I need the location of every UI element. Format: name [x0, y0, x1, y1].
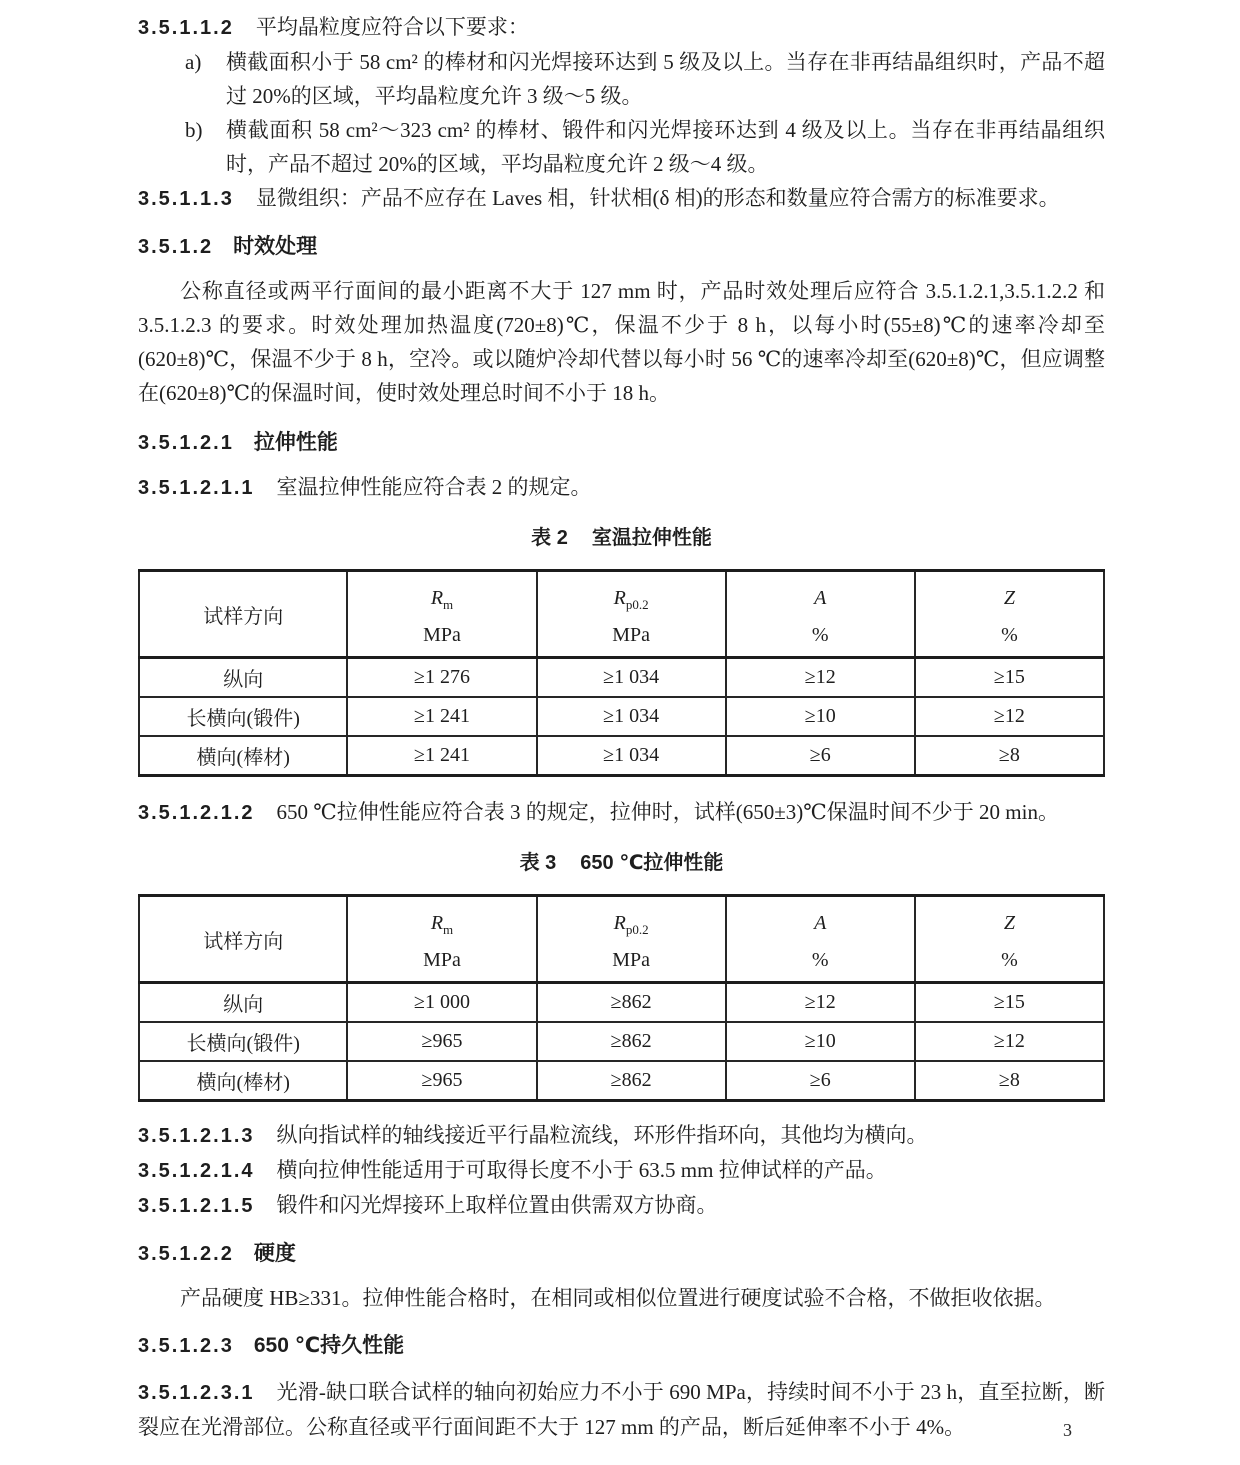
cell-value: ≥12 — [915, 1022, 1104, 1061]
table-header-row — [139, 571, 1104, 658]
cell-value: ≥8 — [915, 1061, 1104, 1101]
table2-caption-title: 室温拉伸性能 — [591, 527, 712, 549]
col-header-rp02: $R_{p0.2}$ MPa — [537, 896, 726, 983]
heading-aging-treatment — [138, 232, 1105, 262]
cell-value: ≥12 — [915, 697, 1104, 736]
col-header-z: Z % — [915, 571, 1104, 658]
clause-number: 3.5.1.2.1.3 — [138, 1125, 255, 1147]
cell-value: ≥1 276 — [347, 658, 536, 698]
clause-number: 3.5.1.2.1.1 — [138, 477, 255, 499]
heading-tensile-properties — [138, 428, 1105, 458]
table3-caption-title: 650 ℃拉伸性能 — [580, 852, 724, 874]
cell-value: ≥862 — [537, 983, 726, 1023]
clause-3.5.1.1.2 — [138, 10, 1105, 45]
heading-title: 拉伸性能 — [253, 431, 338, 454]
clause-number: 3.5.1.2.1.4 — [138, 1160, 255, 1182]
cell-direction: 长横向(锻件) — [139, 1022, 347, 1061]
cell-direction: 纵向 — [139, 983, 347, 1023]
col-header-rm: $R_m$ MPa — [347, 571, 536, 658]
clause-3.5.1.2.1.3 — [138, 1118, 1105, 1153]
clause-3.5.1.2.1.4 — [138, 1153, 1105, 1188]
cell-value: ≥965 — [347, 1061, 536, 1101]
heading-number: 3.5.1.2 — [138, 236, 214, 258]
heading-number: 3.5.1.2.2 — [138, 1243, 234, 1265]
table-room-temp-tensile — [138, 569, 1105, 777]
cell-direction: 横向(棒材) — [139, 736, 347, 776]
heading-title: 硬度 — [253, 1242, 296, 1265]
heading-stress-rupture — [138, 1331, 1105, 1361]
list-item-text: 横截面积 58 cm²～323 cm² 的棒材、锻件和闪光焊接环达到 4 级及以上。当存在非再结晶组织时，产品不超过 20%的区域，平均晶粒度允许 2 级～4 级。 — [226, 118, 1105, 176]
clause-text: 显微组织：产品不应存在 Laves 相，针状相(δ 相)的形态和数量应符合需方的标准要求。 — [255, 186, 1060, 210]
heading-number: 3.5.1.2.3 — [138, 1335, 234, 1357]
cell-direction: 纵向 — [139, 658, 347, 698]
cell-value: ≥6 — [726, 736, 915, 776]
heading-number: 3.5.1.2.1 — [138, 432, 234, 454]
clause-3.5.1.2.1.1 — [138, 470, 1105, 505]
heading-title: 时效处理 — [233, 235, 318, 258]
clause-text: 横向拉伸性能适用于可取得长度不小于 63.5 mm 拉伸试样的产品。 — [276, 1158, 887, 1182]
clause-text: 纵向指试样的轴线接近平行晶粒流线，环形件指环向，其他均为横向。 — [276, 1123, 928, 1147]
clause-3.5.1.2.1.2 — [138, 795, 1105, 830]
clause-number: 3.5.1.1.2 — [138, 17, 234, 39]
cell-value: ≥6 — [726, 1061, 915, 1101]
table-650c-tensile — [138, 894, 1105, 1102]
col-header-a: A % — [726, 571, 915, 658]
clause-number: 3.5.1.2.1.2 — [138, 802, 255, 824]
cell-value: ≥10 — [726, 1022, 915, 1061]
cell-value: ≥1 000 — [347, 983, 536, 1023]
table-row — [139, 658, 1104, 698]
table-row — [139, 736, 1104, 776]
table-row — [139, 1061, 1104, 1101]
cell-value: ≥15 — [915, 983, 1104, 1023]
cell-value: ≥1 034 — [537, 736, 726, 776]
paragraph-aging-treatment: 公称直径或两平行面间的最小距离不大于 127 mm 时，产品时效处理后应符合 3.5.1.2.1,3.5.1.2.2 和 3.5.1.2.3 的要求。时效处理加热温度(720±8)℃，保温不少于 8 h，以每小时(55±8)℃的速率冷却至(620±8)℃，保温不少于 8 h，空冷。或以随炉冷却代替以每小时 56 ℃的速率冷却至(620±8)℃，但应调整在(620±8)℃的保温时间，使时效处理总时间不小于 18 h。 — [138, 279, 1105, 405]
col-header-direction: 试样方向 — [139, 571, 347, 658]
list-item-b — [138, 113, 1105, 181]
cell-value: ≥862 — [537, 1022, 726, 1061]
table3-caption — [138, 848, 1105, 878]
cell-value: ≥8 — [915, 736, 1104, 776]
cell-value: ≥1 241 — [347, 736, 536, 776]
table-header-row — [139, 896, 1104, 983]
table2-caption-label: 表 2 — [531, 527, 568, 549]
cell-value: ≥862 — [537, 1061, 726, 1101]
cell-direction: 横向(棒材) — [139, 1061, 347, 1101]
clause-3.5.1.2.1.5 — [138, 1188, 1105, 1223]
table2-caption — [138, 523, 1105, 553]
cell-direction: 长横向(锻件) — [139, 697, 347, 736]
col-header-direction: 试样方向 — [139, 896, 347, 983]
clause-text: 光滑-缺口联合试样的轴向初始应力不小于 690 MPa，持续时间不小于 23 h，直至拉断，断裂应在光滑部位。公称直径或平行面间距不大于 127 mm 的产品，断后延伸率不小于 4%。 — [138, 1380, 1105, 1439]
cell-value: ≥1 241 — [347, 697, 536, 736]
paragraph-hardness: 产品硬度 HB≥331。拉伸性能合格时，在相同或相似位置进行硬度试验不合格，不做拒收依据。 — [180, 1286, 1056, 1310]
list-item-label: a) — [185, 50, 202, 74]
cell-value: ≥1 034 — [537, 697, 726, 736]
heading-title: 650 ℃持久性能 — [253, 1334, 405, 1357]
table-row — [139, 1022, 1104, 1061]
col-header-z: Z % — [915, 896, 1104, 983]
clause-text: 锻件和闪光焊接环上取样位置由供需双方协商。 — [276, 1193, 718, 1217]
table3-caption-label: 表 3 — [519, 852, 557, 874]
table-row — [139, 697, 1104, 736]
cell-value: ≥12 — [726, 658, 915, 698]
cell-value: ≥965 — [347, 1022, 536, 1061]
col-header-rp02: $R_{p0.2}$ MPa — [537, 571, 726, 658]
table-row — [139, 983, 1104, 1023]
clause-number: 3.5.1.1.3 — [138, 188, 234, 210]
clause-text: 室温拉伸性能应符合表 2 的规定。 — [276, 475, 592, 499]
clause-text: 平均晶粒度应符合以下要求： — [255, 15, 529, 39]
clause-text: 650 ℃拉伸性能应符合表 3 的规定，拉伸时，试样(650±3)℃保温时间不少于 20 min。 — [276, 800, 1059, 824]
heading-hardness — [138, 1239, 1105, 1269]
list-item-label: b) — [185, 118, 203, 142]
col-header-rm: $R_m$ MPa — [347, 896, 536, 983]
page-number: 3 — [1063, 1420, 1072, 1440]
list-item-text: 横截面积小于 58 cm² 的棒材和闪光焊接环达到 5 级及以上。当存在非再结晶组织时，产品不超过 20%的区域，平均晶粒度允许 3 级～5 级。 — [226, 50, 1105, 108]
list-item-a — [138, 45, 1105, 113]
clause-3.5.1.2.3.1 — [138, 1375, 1105, 1444]
col-header-a: A % — [726, 896, 915, 983]
clause-number: 3.5.1.2.1.5 — [138, 1195, 255, 1217]
cell-value: ≥1 034 — [537, 658, 726, 698]
clause-number: 3.5.1.2.3.1 — [138, 1382, 255, 1404]
cell-value: ≥12 — [726, 983, 915, 1023]
cell-value: ≥10 — [726, 697, 915, 736]
cell-value: ≥15 — [915, 658, 1104, 698]
clause-3.5.1.1.3 — [138, 181, 1105, 216]
